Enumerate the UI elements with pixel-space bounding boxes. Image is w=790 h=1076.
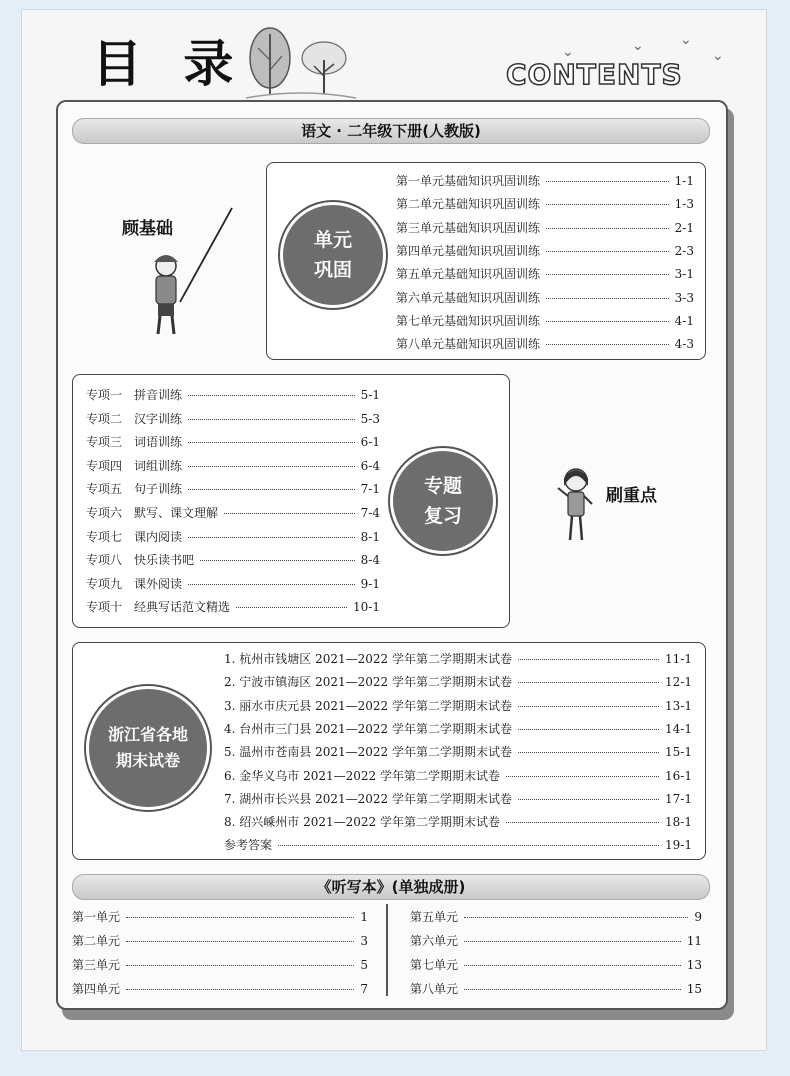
toc-entry-title: 第二单元 bbox=[72, 934, 121, 948]
section3-circle-badge bbox=[86, 686, 210, 810]
toc-entry-page: 12-1 bbox=[665, 675, 692, 690]
toc-entry-page: 7-1 bbox=[360, 482, 380, 497]
dot-leader bbox=[546, 274, 669, 275]
toc-entry[interactable] bbox=[224, 673, 692, 690]
page-title: 目 录 bbox=[92, 35, 246, 93]
circle-text-line: 复习 bbox=[423, 505, 462, 527]
toc-entry[interactable] bbox=[396, 265, 694, 282]
dot-leader bbox=[546, 344, 669, 345]
dot-leader bbox=[126, 917, 354, 918]
toc-entry-title: 3. 丽水市庆元县 2021—2022 学年第二学期期末试卷 bbox=[224, 698, 512, 713]
section1-side-label: 顾基础 bbox=[122, 219, 173, 239]
toc-entry-page: 7 bbox=[360, 982, 368, 996]
toc-entry-title: 专项十 经典写话范文精选 bbox=[86, 600, 231, 615]
dot-leader bbox=[506, 776, 659, 777]
toc-entry[interactable] bbox=[410, 980, 702, 997]
bird-icon: ⌄ bbox=[680, 32, 692, 48]
toc-entry-page: 3-1 bbox=[674, 267, 694, 282]
column-divider bbox=[386, 904, 388, 996]
toc-entry-page: 8-1 bbox=[360, 529, 380, 544]
toc-entry-title: 第一单元 bbox=[72, 910, 121, 924]
toc-entry-title: 专项七 课内阅读 bbox=[86, 529, 183, 544]
toc-entry[interactable] bbox=[396, 172, 694, 189]
toc-entry-page: 7-4 bbox=[360, 506, 380, 520]
toc-entry[interactable] bbox=[396, 219, 694, 236]
bird-icon: ⌄ bbox=[712, 48, 724, 64]
dot-leader bbox=[518, 752, 659, 753]
toc-entry-title: 第七单元 bbox=[410, 958, 459, 972]
toc-entry-title: 专项四 词组训练 bbox=[86, 458, 183, 473]
toc-entry-page: 6-1 bbox=[360, 435, 380, 450]
toc-entry-page: 16-1 bbox=[665, 768, 692, 783]
toc-entry-title: 4. 台州市三门县 2021—2022 学年第二学期期末试卷 bbox=[224, 721, 512, 736]
dot-leader bbox=[546, 228, 669, 229]
toc-entry-title: 第一单元基础知识巩固训练 bbox=[396, 174, 541, 188]
toc-entry[interactable] bbox=[86, 433, 380, 450]
toc-entry-page: 14-1 bbox=[665, 721, 692, 736]
toc-entry[interactable] bbox=[396, 289, 694, 306]
circle-text-line: 巩固 bbox=[313, 259, 352, 281]
toc-entry-page: 18-1 bbox=[665, 815, 692, 830]
toc-entry-title: 第七单元基础知识巩固训练 bbox=[396, 313, 541, 328]
toc-entry-page: 5-1 bbox=[360, 388, 380, 402]
toc-entry-title: 专项六 默写、课文理解 bbox=[86, 506, 219, 520]
dot-leader bbox=[546, 298, 669, 299]
toc-entry-page: 19-1 bbox=[665, 838, 692, 853]
toc-entry-title: 8. 绍兴嵊州市 2021—2022 学年第二学期期末试卷 bbox=[224, 815, 500, 830]
toc-entry-page: 15-1 bbox=[665, 745, 692, 760]
toc-entry[interactable] bbox=[86, 386, 380, 403]
contents-heading: CONTENTS bbox=[506, 58, 683, 91]
toc-entry-page: 17-1 bbox=[665, 791, 692, 806]
toc-entry[interactable] bbox=[396, 242, 694, 259]
toc-entry-title: 第三单元基础知识巩固训练 bbox=[396, 220, 541, 235]
toc-entry-title: 第四单元基础知识巩固训练 bbox=[396, 243, 541, 258]
circle-text-line: 单元 bbox=[313, 229, 352, 251]
toc-entry-page: 9 bbox=[694, 910, 702, 924]
toc-entry[interactable] bbox=[86, 528, 380, 545]
toc-entry-title: 6. 金华义乌市 2021—2022 学年第二学期期末试卷 bbox=[224, 768, 500, 783]
toc-entry-title: 第六单元 bbox=[410, 934, 459, 948]
dot-leader bbox=[546, 321, 669, 322]
toc-entry-page: 9-1 bbox=[360, 576, 380, 591]
toc-entry[interactable] bbox=[224, 743, 692, 760]
circle-text-line: 专题 bbox=[423, 475, 462, 497]
toc-entry-title: 第四单元 bbox=[72, 982, 121, 996]
toc-entry-page: 5-3 bbox=[360, 411, 380, 426]
circle-text-line: 浙江省各地 bbox=[107, 725, 188, 744]
dot-leader bbox=[188, 466, 355, 467]
toc-entry-title: 专项二 汉字训练 bbox=[86, 411, 183, 426]
toc-entry-title: 专项九 课外阅读 bbox=[86, 576, 183, 591]
dot-leader bbox=[278, 845, 659, 846]
toc-entry[interactable] bbox=[86, 504, 380, 521]
section2-side-label: 刷重点 bbox=[606, 486, 657, 506]
circle-text-line: 期末试卷 bbox=[115, 751, 180, 770]
toc-entry-page: 5 bbox=[360, 958, 368, 972]
toc-entry[interactable] bbox=[224, 813, 692, 830]
toc-entry[interactable] bbox=[72, 956, 368, 973]
toc-entry-page: 10-1 bbox=[353, 600, 380, 615]
dot-leader bbox=[518, 799, 659, 800]
dot-leader bbox=[188, 419, 355, 420]
dot-leader bbox=[518, 682, 659, 683]
toc-entry[interactable] bbox=[86, 410, 380, 427]
toc-entry[interactable] bbox=[224, 836, 692, 853]
toc-entry-page: 1-1 bbox=[674, 174, 694, 188]
dot-leader bbox=[464, 917, 688, 918]
dot-leader bbox=[518, 706, 659, 707]
toc-entry-page: 8-4 bbox=[360, 553, 380, 568]
toc-entry[interactable] bbox=[224, 720, 692, 737]
toc-entry-page: 6-4 bbox=[360, 458, 380, 473]
toc-entry[interactable] bbox=[86, 598, 380, 615]
bird-icon: ⌄ bbox=[562, 44, 574, 60]
toc-entry-title: 第二单元基础知识巩固训练 bbox=[396, 197, 541, 212]
toc-entry-page: 3 bbox=[360, 934, 368, 948]
toc-entry[interactable] bbox=[72, 908, 368, 925]
toc-entry[interactable] bbox=[410, 956, 702, 973]
toc-entry[interactable] bbox=[410, 908, 702, 925]
dot-leader bbox=[236, 607, 347, 608]
dictation-banner: 《听写本》(单独成册) bbox=[72, 874, 710, 900]
dot-leader bbox=[464, 989, 681, 990]
toc-entry-title: 第八单元基础知识巩固训练 bbox=[396, 337, 541, 352]
toc-entry[interactable] bbox=[224, 650, 692, 667]
toc-entry-page: 4-3 bbox=[674, 337, 694, 352]
toc-entry-title: 第五单元基础知识巩固训练 bbox=[396, 267, 541, 282]
toc-entry[interactable] bbox=[224, 697, 692, 714]
toc-entry[interactable] bbox=[224, 790, 692, 807]
dot-leader bbox=[546, 251, 669, 252]
toc-entry[interactable] bbox=[86, 551, 380, 568]
dot-leader bbox=[464, 941, 681, 942]
book-title-banner: 语文 · 二年级下册(人教版) bbox=[72, 118, 710, 144]
toc-entry-title: 第三单元 bbox=[72, 958, 121, 972]
dot-leader bbox=[200, 560, 355, 561]
toc-entry-page: 2-1 bbox=[674, 220, 694, 235]
dot-leader bbox=[546, 181, 669, 182]
toc-entry[interactable] bbox=[410, 932, 702, 949]
toc-entry-title: 专项五 句子训练 bbox=[86, 482, 183, 497]
toc-entry-page: 4-1 bbox=[674, 313, 694, 328]
toc-entry-title: 专项八 快乐读书吧 bbox=[86, 553, 195, 568]
toc-entry-page: 11 bbox=[686, 934, 702, 948]
dot-leader bbox=[506, 822, 659, 823]
bird-icon: ⌄ bbox=[632, 38, 644, 54]
toc-entry-title: 专项一 拼音训练 bbox=[86, 388, 183, 402]
toc-entry[interactable] bbox=[72, 932, 368, 949]
toc-entry-title: 第五单元 bbox=[410, 910, 459, 924]
toc-entry-page: 1-3 bbox=[674, 197, 694, 212]
dot-leader bbox=[464, 965, 681, 966]
toc-entry-page: 15 bbox=[686, 982, 702, 996]
toc-entry-title: 参考答案 bbox=[224, 838, 273, 853]
toc-entry-title: 专项三 词语训练 bbox=[86, 435, 183, 450]
dot-leader bbox=[224, 513, 355, 514]
toc-entry-page: 11-1 bbox=[665, 652, 692, 666]
toc-entry[interactable] bbox=[224, 767, 692, 784]
boy-illustration bbox=[140, 204, 240, 344]
dot-leader bbox=[188, 489, 355, 490]
dot-leader bbox=[518, 729, 659, 730]
dot-leader bbox=[126, 989, 354, 990]
toc-entry-title: 2. 宁波市镇海区 2021—2022 学年第二学期期末试卷 bbox=[224, 675, 512, 690]
toc-entry-title: 5. 温州市苍南县 2021—2022 学年第二学期期末试卷 bbox=[224, 745, 512, 760]
girl-illustration bbox=[552, 462, 602, 552]
toc-entry-title: 第六单元基础知识巩固训练 bbox=[396, 290, 541, 305]
toc-entry[interactable] bbox=[72, 980, 368, 997]
toc-entry[interactable] bbox=[396, 335, 694, 352]
toc-entry[interactable] bbox=[86, 480, 380, 497]
toc-entry[interactable] bbox=[396, 195, 694, 212]
section2-circle-badge bbox=[390, 448, 496, 554]
toc-entry-title: 1. 杭州市钱塘区 2021—2022 学年第二学期期末试卷 bbox=[224, 652, 512, 666]
toc-entry[interactable] bbox=[86, 575, 380, 592]
dot-leader bbox=[188, 537, 355, 538]
toc-entry-page: 13-1 bbox=[665, 698, 692, 713]
dot-leader bbox=[188, 395, 355, 396]
dot-leader bbox=[188, 584, 355, 585]
section1-circle-badge bbox=[280, 202, 386, 308]
toc-entry-title: 第八单元 bbox=[410, 982, 459, 996]
toc-entry-page: 3-3 bbox=[674, 290, 694, 305]
dot-leader bbox=[188, 442, 355, 443]
toc-entry-page: 2-3 bbox=[674, 243, 694, 258]
dot-leader bbox=[546, 204, 669, 205]
toc-entry-page: 1 bbox=[360, 910, 368, 924]
toc-entry-page: 13 bbox=[686, 958, 702, 972]
dot-leader bbox=[126, 965, 354, 966]
toc-entry[interactable] bbox=[86, 457, 380, 474]
trees-illustration bbox=[246, 20, 356, 100]
dot-leader bbox=[518, 659, 659, 660]
dot-leader bbox=[126, 941, 354, 942]
toc-entry-title: 7. 湖州市长兴县 2021—2022 学年第二学期期末试卷 bbox=[224, 791, 512, 806]
toc-entry[interactable] bbox=[396, 312, 694, 329]
